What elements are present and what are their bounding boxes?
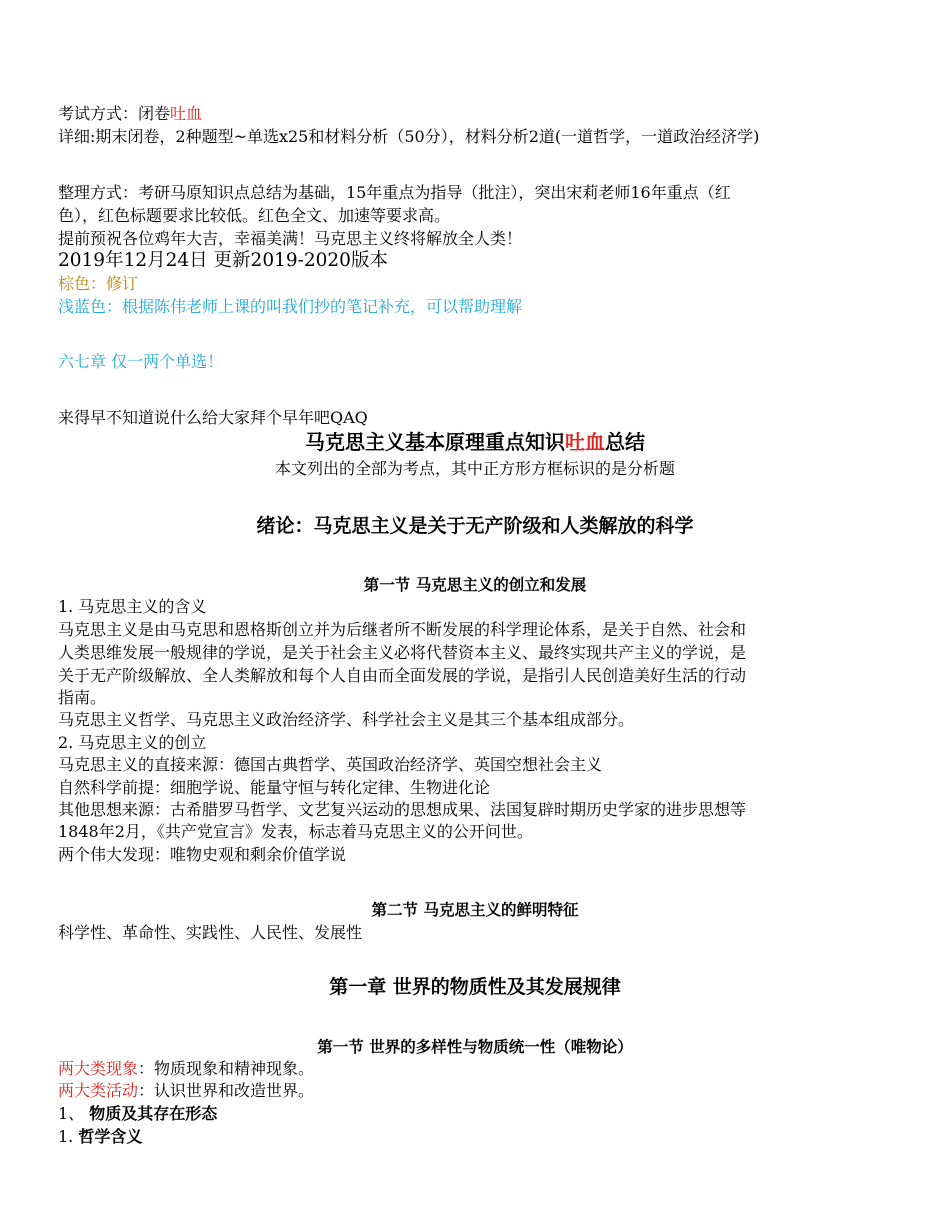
intro-para1-line1: 马克思主义是由马克思和恩格斯创立并为后继者所不断发展的科学理论体系，是关于自然、社会和 bbox=[58, 620, 747, 639]
intro-para1-line2: 人类思维发展一般规律的学说，是关于社会主义必将代替资本主义、最终实现共产主义的学说，是 bbox=[58, 643, 747, 662]
legend-blue: 浅蓝色：根据陈伟老师上课的叫我们抄的笔记补充，可以帮助理解 bbox=[58, 297, 523, 316]
intro-item-2: 2. 马克思主义的创立 bbox=[58, 733, 207, 752]
intro-section-2-heading: 第二节 马克思主义的鲜明特征 bbox=[371, 901, 579, 919]
chapter1-heading: 第一章 世界的物质性及其发展规律 bbox=[329, 976, 621, 998]
intro-item-1: 1. 马克思主义的含义 bbox=[58, 597, 207, 616]
wishes-line: 提前预祝各位鸡年大吉，幸福美满！马克思主义终将解放全人类！ bbox=[58, 229, 523, 248]
source-direct: 马克思主义的直接来源：德国古典哲学、英国政治经济学、英国空想社会主义 bbox=[58, 755, 603, 774]
intro-para2: 马克思主义哲学、马克思主义政治经济学、科学社会主义是其三个基本组成部分。 bbox=[58, 710, 635, 729]
update-line: 2019年12月24日 更新2019-2020版本 bbox=[58, 250, 388, 271]
exam-method-line bbox=[58, 104, 202, 124]
subsection-1a-title: 哲学含义 bbox=[78, 1127, 143, 1146]
intro-para1-line3: 关于无产阶级解放、全人类解放和每个人自由而全面发展的学说，是指引人民创造美好生活的行动 bbox=[58, 666, 747, 685]
subsection-1-number: 1、 bbox=[58, 1104, 85, 1123]
qaq-line: 来得早不知道说什么给大家拜个早年吧QAQ bbox=[58, 408, 368, 427]
phenomena-text: ：物质现象和精神现象。 bbox=[138, 1059, 315, 1078]
activities-line bbox=[58, 1081, 314, 1101]
subsection-1a bbox=[58, 1127, 142, 1147]
title-prefix: 马克思主义基本原理重点知识 bbox=[305, 430, 565, 454]
phenomena-line bbox=[58, 1059, 314, 1079]
subsection-1-title: 物质及其存在形态 bbox=[89, 1104, 218, 1123]
manifesto-line: 1848年2月，《共产党宣言》发表，标志着马克思主义的公开问世。 bbox=[58, 822, 533, 841]
phenomena-label: 两大类现象 bbox=[58, 1059, 139, 1078]
activities-text: ：认识世界和改造世界。 bbox=[138, 1081, 315, 1100]
subsection-1 bbox=[58, 1104, 217, 1124]
page-subtitle: 本文列出的全部为考点，其中正方形方框标识的是分析题 bbox=[274, 459, 675, 478]
exam-method-highlight: 吐血 bbox=[170, 104, 203, 123]
title-highlight: 吐血 bbox=[565, 430, 605, 454]
intro-heading: 绪论：马克思主义是关于无产阶级和人类解放的科学 bbox=[256, 515, 694, 537]
activities-label: 两大类活动 bbox=[58, 1081, 139, 1100]
chapter67-note: 六七章 仅一两个单选！ bbox=[58, 352, 224, 371]
features-line: 科学性、革命性、实践性、人民性、发展性 bbox=[58, 923, 363, 942]
exam-method-text: 考试方式：闭卷 bbox=[58, 104, 171, 123]
exam-detail-line: 详细:期末闭卷，2种题型~单选x25和材料分析（50分），材料分析2道(一道哲学，一道政治经济学) bbox=[58, 127, 760, 146]
organize-line-2: 色），红色标题要求比较低。红色全文、加速等要求高。 bbox=[58, 206, 451, 225]
subsection-1a-number: 1. bbox=[58, 1127, 74, 1146]
intro-section-1-heading: 第一节 马克思主义的创立和发展 bbox=[363, 576, 587, 594]
title-suffix: 总结 bbox=[605, 430, 645, 454]
chapter1-section1-heading: 第一节 世界的多样性与物质统一性（唯物论） bbox=[317, 1038, 633, 1056]
intro-para1-line4: 指南。 bbox=[58, 688, 107, 707]
source-science: 自然科学前提：细胞学说、能量守恒与转化定律、生物进化论 bbox=[58, 778, 491, 797]
source-other: 其他思想来源：古希腊罗马哲学、文艺复兴运动的思想成果、法国复辟时期历史学家的进步思想等 bbox=[58, 800, 747, 819]
discoveries-line: 两个伟大发现：唯物史观和剩余价值学说 bbox=[58, 845, 347, 864]
organize-line-1: 整理方式：考研马原知识点总结为基础，15年重点为指导（批注），突出宋莉老师16年重点（红 bbox=[58, 183, 731, 202]
legend-brown: 棕色：修订 bbox=[58, 274, 139, 293]
page-title bbox=[0, 430, 950, 454]
